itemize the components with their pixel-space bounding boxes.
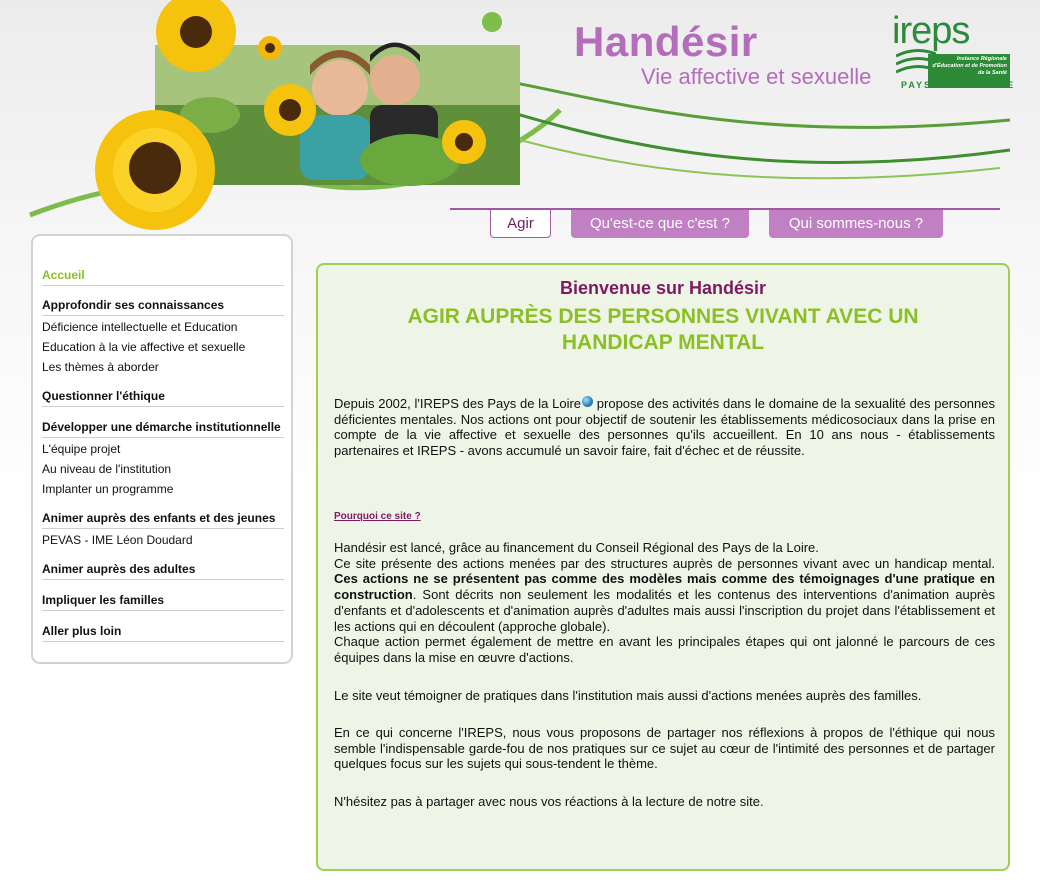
tab-agir[interactable]: Agir: [490, 210, 551, 238]
header-banner-art: [0, 0, 1040, 240]
presentation-text-c: . Sont décrits non seulement les modalités et les contenus des interventions d'animation auprès d'enfants et d'adolescents et d'animation auprès d'adultes mais aussi l'inscription du projet dans l'établissement et les actions qui en découlent (approche globale).: [334, 587, 995, 634]
presentation-line-1: Handésir est lancé, grâce au financement du Conseil Régional des Pays de la Loire.: [334, 540, 819, 555]
sidebar-divider: [42, 285, 284, 286]
headline-line-2: HANDICAP MENTAL: [561, 331, 765, 354]
why-site-link[interactable]: Pourquoi ce site ?: [334, 511, 421, 522]
ethics-paragraph: En ce qui concerne l'IREPS, nous vous proposons de partager nos réflexions à propos de l'éthique qui nous semble l'indispensable garde-fou de nos pratiques sur ce sujet au cœur de l'intimité des personnes et de partager quelques focus sur les sujets qui sous-tendent le thème.: [334, 725, 995, 772]
page-headline: [358, 304, 968, 356]
sidebar-section-enfants[interactable]: Animer auprès des enfants et des jeunes: [42, 511, 284, 529]
tab-qui-sommes-nous[interactable]: Qui sommes-nous ?: [769, 210, 943, 238]
intro-text-a: Depuis 2002, l'IREPS des Pays de la Loire: [334, 396, 582, 411]
sidebar-section-ethique[interactable]: Questionner l'éthique: [42, 389, 284, 407]
sidebar-item-education-vas[interactable]: Education à la vie affective et sexuelle: [42, 340, 246, 354]
logo-region: PAYS DE LA LOIRE: [901, 80, 1016, 90]
site-subtitle: Vie affective et sexuelle: [641, 64, 872, 89]
sidebar-item-accueil[interactable]: Accueil: [42, 268, 85, 282]
sidebar-section-demarche[interactable]: Développer une démarche institutionnelle: [42, 420, 284, 438]
sidebar-item-themes[interactable]: Les thèmes à aborder: [42, 360, 159, 374]
sidebar-item-pevas[interactable]: PEVAS - IME Léon Doudard: [42, 533, 193, 547]
logo-tagline-3: de la Santé: [977, 70, 1007, 76]
tab-quest-ce-que-cest[interactable]: Qu'est-ce que c'est ?: [571, 210, 749, 238]
sunflower-large: [95, 110, 215, 230]
sidebar-item-deficience[interactable]: Déficience intellectuelle et Education: [42, 320, 238, 334]
presentation-line-2: [334, 556, 995, 635]
presentation-emphasis: Ces actions ne se présentent pas comme des modèles mais comme des témoignages d'une pratique en construction: [334, 571, 995, 603]
intro-paragraph: [334, 396, 995, 459]
sidebar-nav: [31, 234, 293, 664]
sidebar-item-institution[interactable]: Au niveau de l'institution: [42, 462, 172, 476]
sidebar-section-familles[interactable]: Impliquer les familles: [42, 593, 284, 611]
logo-tagline-1: Instance Régionale: [956, 56, 1007, 62]
presentation-text-a: Ce site présente des actions menées par des structures auprès de personnes vivant avec un handicap mental.: [334, 555, 995, 571]
sidebar-section-plus-loin[interactable]: Aller plus loin: [42, 624, 284, 642]
presentation-paragraph: [334, 540, 995, 666]
closing-paragraph: N'hésitez pas à partager avec nous vos réactions à la lecture de notre site.: [334, 794, 764, 809]
sidebar-item-equipe-projet[interactable]: L'équipe projet: [42, 442, 121, 456]
sidebar-item-programme[interactable]: Implanter un programme: [42, 482, 174, 496]
logo-word: ireps: [892, 10, 970, 52]
presentation-line-3: Chaque action permet également de mettre en avant les principales étapes qui ont jalonné le parcours de ces équipes dans la mise en œuvre d'actions.: [334, 634, 995, 665]
sidebar-section-connaissances[interactable]: Approfondir ses connaissances: [42, 298, 284, 316]
families-paragraph: Le site veut témoigner de pratiques dans l'institution mais aussi d'actions menées auprès des familles.: [334, 688, 922, 703]
welcome-heading: Bienvenue sur Handésir: [559, 278, 767, 298]
intro-text-b: propose des activités dans le domaine de la sexualité des personnes déficientes mentales. Nos actions ont pour objectif de soutenir les établissements médicosociaux dans la prise en compte de la vie affective et sexuelle des personnes qu'ils accueillent. En 10 ans nous - établissements partenaires et IREPS - avons accumulé un savoir faire, fait d'échec et de réussite.: [334, 396, 995, 459]
site-header: [0, 0, 1040, 240]
logo-tagline-2: d'Éducation et de Promotion: [932, 63, 1007, 69]
site-title[interactable]: Handésir: [574, 18, 758, 65]
main-content-panel: [316, 263, 1010, 871]
sidebar-section-adultes[interactable]: Animer auprès des adultes: [42, 562, 284, 580]
headline-line-1: AGIR AUPRÈS DES PERSONNES VIVANT AVEC UN: [407, 305, 919, 328]
globe-link-icon[interactable]: [582, 396, 593, 407]
